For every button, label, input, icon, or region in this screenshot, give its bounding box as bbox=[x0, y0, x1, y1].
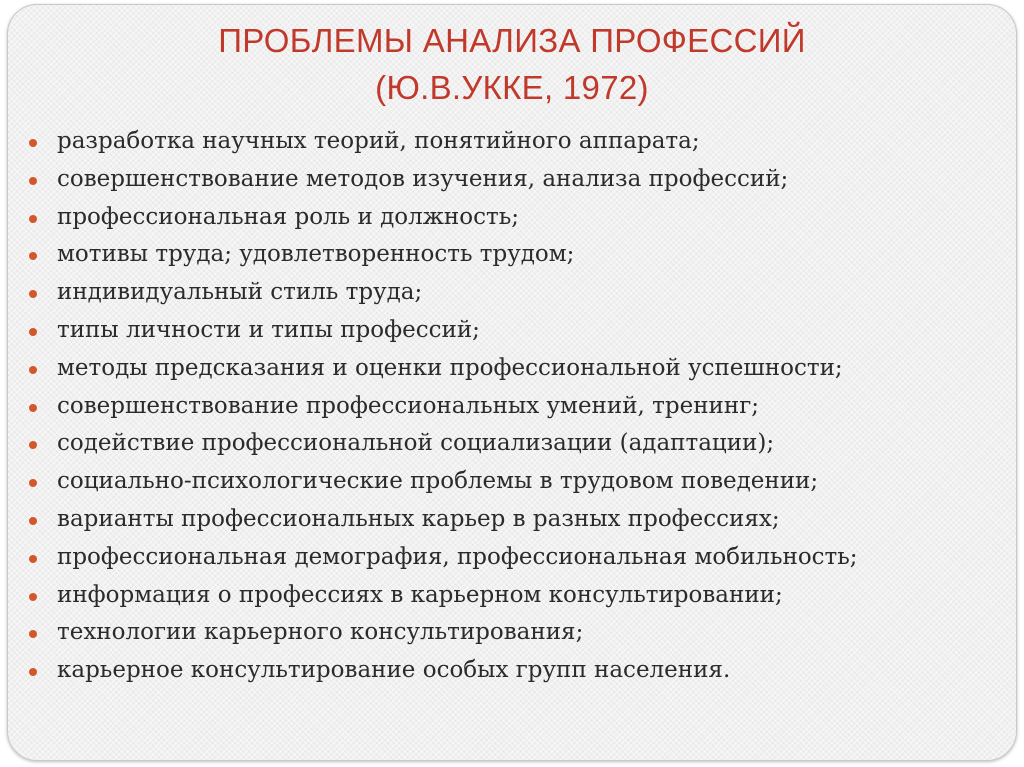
list-item bbox=[26, 614, 1011, 652]
bullet-dot-icon bbox=[29, 668, 37, 676]
list-item bbox=[26, 123, 1011, 161]
bullet-dot-icon bbox=[29, 366, 37, 374]
list-item-text: социально-психологические проблемы в трудовом поведении; bbox=[57, 468, 819, 495]
bullet-dot-icon bbox=[29, 441, 37, 449]
list-item bbox=[26, 577, 1011, 615]
list-item-text: содействие профессиональной социализации (адаптации); bbox=[57, 430, 775, 457]
list-item bbox=[26, 274, 1011, 312]
bullet-dot-icon bbox=[29, 139, 37, 147]
list-item-text: типы личности и типы профессий; bbox=[57, 316, 480, 343]
list-item-text: профессиональная демография, профессиональная мобильность; bbox=[57, 543, 858, 570]
slide bbox=[7, 4, 1017, 761]
bullet-list bbox=[26, 123, 1011, 690]
bullet-dot-icon bbox=[29, 630, 37, 638]
list-item bbox=[26, 161, 1011, 199]
list-item-text: мотивы труда; удовлетворенность трудом; bbox=[57, 241, 575, 268]
slide-title bbox=[8, 17, 1016, 111]
bullet-dot-icon bbox=[29, 290, 37, 298]
list-item-text: совершенствование методов изучения, анализа профессий; bbox=[57, 165, 789, 192]
title-line-1: ПРОБЛЕМЫ АНАЛИЗА ПРОФЕССИЙ bbox=[218, 22, 806, 59]
list-item bbox=[26, 350, 1011, 388]
list-item bbox=[26, 501, 1011, 539]
bullet-dot-icon bbox=[29, 479, 37, 487]
list-item bbox=[26, 539, 1011, 577]
list-item bbox=[26, 199, 1011, 237]
bullet-dot-icon bbox=[29, 328, 37, 336]
bullet-dot-icon bbox=[29, 593, 37, 601]
bullet-dot-icon bbox=[29, 215, 37, 223]
list-item-text: индивидуальный стиль труда; bbox=[57, 279, 423, 306]
list-item-text: профессиональная роль и должность; bbox=[57, 203, 519, 230]
list-item bbox=[26, 425, 1011, 463]
bullet-dot-icon bbox=[29, 252, 37, 260]
list-item-text: технологии карьерного консультирования; bbox=[57, 619, 584, 646]
title-line-2: (Ю.В.УККЕ, 1972) bbox=[375, 69, 649, 106]
list-item bbox=[26, 236, 1011, 274]
list-item-text: карьерное консультирование особых групп населения. bbox=[57, 657, 731, 684]
list-item bbox=[26, 312, 1011, 350]
list-item bbox=[26, 388, 1011, 426]
bullet-dot-icon bbox=[29, 177, 37, 185]
list-item-text: методы предсказания и оценки профессиональной успешности; bbox=[57, 354, 843, 381]
list-item-text: варианты профессиональных карьер в разных профессиях; bbox=[57, 505, 780, 532]
list-item bbox=[26, 463, 1011, 501]
list-item-text: совершенствование профессиональных умений, тренинг; bbox=[57, 392, 760, 419]
list-item-text: разработка научных теорий, понятийного аппарата; bbox=[57, 128, 700, 154]
bullet-dot-icon bbox=[29, 404, 37, 412]
bullet-dot-icon bbox=[29, 555, 37, 563]
list-item bbox=[26, 652, 1011, 690]
list-item-text: информация о профессиях в карьерном консультировании; bbox=[57, 581, 783, 608]
bullet-dot-icon bbox=[29, 517, 37, 525]
